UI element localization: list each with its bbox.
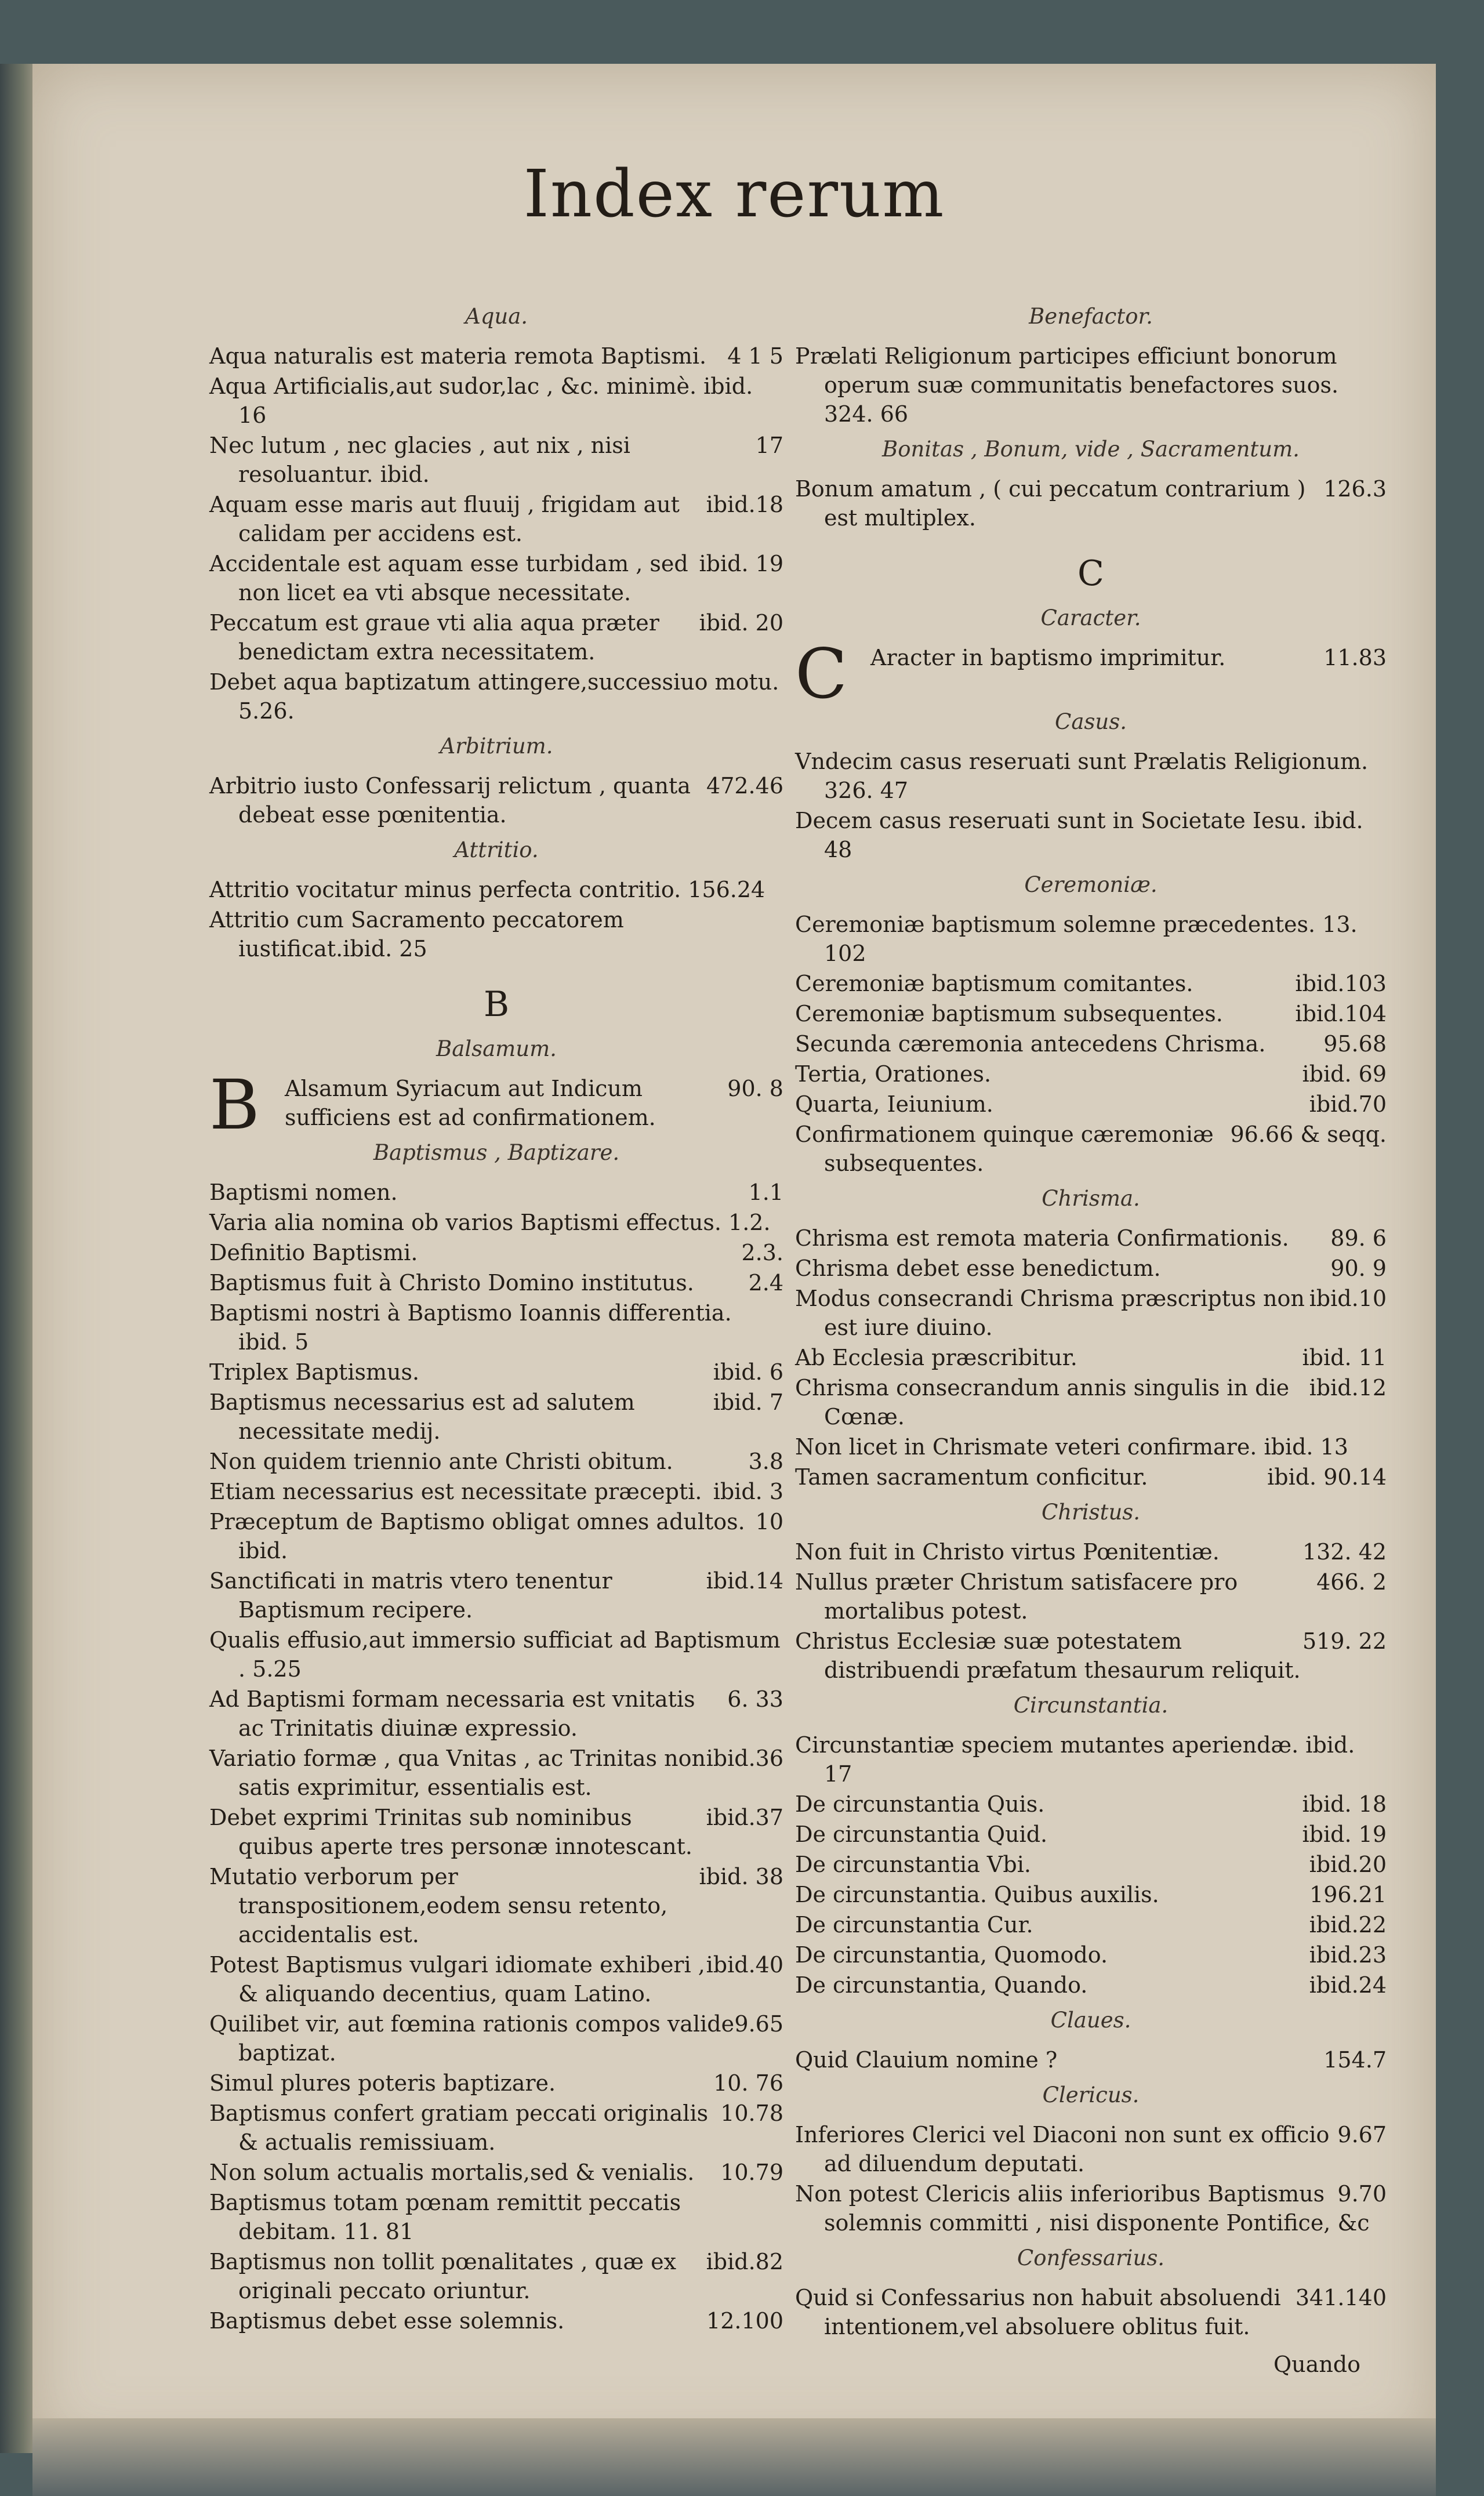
entry-text: Non solum actualis mortalis,sed & venialis. bbox=[209, 2160, 695, 2185]
page-reference: ibid. 19 bbox=[699, 551, 783, 576]
index-column-left bbox=[209, 296, 783, 2337]
page-reference: 11.83 bbox=[1323, 645, 1387, 670]
entry-text: Mutatio verborum per transpositionem,eodem sensu retento, accidentalis est. bbox=[209, 1864, 668, 1947]
entry-text: Arbitrio iusto Confessarij relictum , quanta debeat esse pœnitentia. bbox=[209, 773, 691, 828]
page-reference: ibid.22 bbox=[1309, 1912, 1387, 1938]
document-page bbox=[32, 64, 1436, 2453]
entry-text: Quilibet vir, aut fœmina rationis compos valide baptizat. bbox=[209, 2011, 735, 2066]
index-entry bbox=[795, 999, 1387, 1028]
entry-text: Quid si Confessarius non habuit absoluendi intentionem,vel absoluere oblitus fuit. bbox=[795, 2285, 1281, 2339]
entry-text: Ceremoniæ baptismum solemne præcedentes. 13. 102 bbox=[795, 912, 1358, 966]
entry-text: Chrisma consecrandum annis singulis in die Cœnæ. bbox=[795, 1375, 1290, 1430]
entry-text: Decem casus reseruati sunt in Societate Iesu. ibid. 48 bbox=[795, 808, 1363, 862]
entry-text: Attritio cum Sacramento peccatorem iustificat.ibid. 25 bbox=[209, 907, 624, 962]
index-heading: Arbitrium. bbox=[440, 734, 553, 759]
section-letter: B bbox=[483, 984, 510, 1025]
page-reference: ibid. 7 bbox=[713, 1390, 783, 1415]
index-entry bbox=[209, 2009, 783, 2067]
page-reference: 12.100 bbox=[706, 2308, 783, 2334]
entry-text: Quid Clauium nomine ? bbox=[795, 2047, 1058, 2073]
entry-text: Debet aqua baptizatum attingere,successiuo motu. 5.26. bbox=[209, 669, 779, 724]
page-reference: ibid.36 bbox=[706, 1746, 783, 1771]
entry-text: Aqua naturalis est materia remota Baptismi. bbox=[209, 343, 707, 369]
entry-text: Vndecim casus reseruati sunt Prælatis Religionum. 326. 47 bbox=[795, 749, 1369, 803]
index-entry bbox=[795, 910, 1387, 968]
entry-text: Ceremoniæ baptismum subsequentes. bbox=[795, 1001, 1223, 1026]
entry-text: Secunda cæremonia antecedens Chrisma. bbox=[795, 1031, 1266, 1057]
entry-text: Quarta, Ieiunium. bbox=[795, 1091, 993, 1117]
page-reference: ibid.37 bbox=[706, 1805, 783, 1830]
entry-text: Modus consecrandi Chrisma præscriptus non est iure diuino. bbox=[795, 1286, 1305, 1340]
page-reference: ibid. 69 bbox=[1302, 1061, 1387, 1087]
index-entry bbox=[209, 1358, 783, 1387]
page-reference: 196.21 bbox=[1309, 1882, 1387, 1907]
index-entry bbox=[795, 1224, 1387, 1253]
entry-text: Tamen sacramentum conficitur. bbox=[795, 1464, 1148, 1490]
page-reference: 4 1 5 bbox=[727, 343, 783, 369]
page-reference: 10.79 bbox=[720, 2160, 783, 2185]
page-reference: 3.8 bbox=[748, 1449, 783, 1474]
index-entry bbox=[209, 875, 783, 904]
index-entry bbox=[795, 1463, 1387, 1492]
entry-text: Debet exprimi Trinitas sub nominibus quibus aperte tres personæ innotescant. bbox=[209, 1805, 692, 1859]
book-edge-bottom bbox=[32, 2418, 1436, 2496]
entry-text: Etiam necessarius est necessitate præcepti. bbox=[209, 1479, 702, 1504]
index-entry bbox=[209, 1238, 783, 1267]
entry-text: Circunstantiæ speciem mutantes aperiendæ. ibid. 17 bbox=[795, 1732, 1355, 1787]
entry-text: Ceremoniæ baptismum comitantes. bbox=[795, 971, 1193, 996]
index-entry bbox=[795, 1343, 1387, 1372]
index-entry bbox=[795, 1910, 1387, 1939]
index-entry bbox=[795, 2045, 1387, 2074]
entry-text: Baptismus confert gratiam peccati originalis & actualis remissiuam. bbox=[209, 2100, 709, 2155]
page-reference: 10.78 bbox=[720, 2100, 783, 2126]
page-reference: ibid.104 bbox=[1295, 1001, 1387, 1026]
page-reference: ibid.10 bbox=[1309, 1286, 1387, 1311]
index-entry bbox=[209, 431, 783, 489]
index-entry bbox=[795, 1940, 1387, 1969]
entry-text: De circunstantia Vbi. bbox=[795, 1852, 1031, 1877]
index-entry bbox=[795, 1254, 1387, 1283]
index-entry bbox=[209, 549, 783, 607]
index-heading: Aqua. bbox=[465, 304, 528, 329]
page-reference: 17 bbox=[755, 433, 783, 458]
entry-text: Tertia, Orationes. bbox=[795, 1061, 992, 1087]
index-entry bbox=[209, 2158, 783, 2187]
index-entry bbox=[795, 1850, 1387, 1879]
page-reference: ibid.82 bbox=[706, 2249, 783, 2274]
page-reference: ibid. 11 bbox=[1302, 1345, 1387, 1370]
page-reference: ibid. 6 bbox=[713, 1359, 783, 1385]
index-entry bbox=[209, 490, 783, 548]
index-entry bbox=[795, 2179, 1387, 2237]
page-reference: 466. 2 bbox=[1316, 1569, 1387, 1595]
entry-text: Chrisma debet esse benedictum. bbox=[795, 1256, 1161, 1281]
page-reference: 132. 42 bbox=[1302, 1539, 1387, 1565]
page-reference: ibid.14 bbox=[706, 1568, 783, 1594]
index-entry bbox=[795, 2120, 1387, 2178]
index-entry bbox=[795, 1820, 1387, 1849]
page-reference: 126.3 bbox=[1323, 476, 1387, 502]
index-heading: Caracter. bbox=[1040, 605, 1141, 630]
page-reference: ibid. 3 bbox=[713, 1479, 783, 1504]
entry-text: Nec lutum , nec glacies , aut nix , nisi resoluantur. ibid. bbox=[209, 433, 630, 487]
page-reference: 9.70 bbox=[1337, 2181, 1387, 2207]
page-reference: ibid.12 bbox=[1309, 1375, 1387, 1401]
page-title: Index rerum bbox=[523, 157, 945, 232]
index-entry bbox=[795, 1060, 1387, 1089]
entry-text: Alsamum Syriacum aut Indicum sufficiens est ad confirmationem. bbox=[285, 1076, 656, 1130]
entry-text: Non licet in Chrismate veteri confirmare. ibid. 13 bbox=[795, 1434, 1348, 1460]
index-entry bbox=[209, 1626, 783, 1684]
entry-text: Attritio vocitatur minus perfecta contritio. 156.24 bbox=[209, 877, 765, 902]
entry-text: Baptismus fuit à Christo Domino institutus. bbox=[209, 1270, 694, 1296]
index-entry bbox=[209, 372, 783, 430]
entry-text: Sanctificati in matris vtero tenentur Baptismum recipere. bbox=[209, 1568, 612, 1623]
entry-text: De circunstantia Cur. bbox=[795, 1912, 1033, 1938]
index-entry bbox=[209, 1208, 783, 1237]
index-entry bbox=[795, 1790, 1387, 1819]
page-reference: ibid. 38 bbox=[699, 1864, 783, 1889]
index-entry bbox=[209, 771, 783, 829]
index-entry bbox=[795, 342, 1387, 429]
index-entry bbox=[209, 1388, 783, 1446]
index-entry bbox=[795, 1627, 1387, 1685]
page-reference: ibid.40 bbox=[706, 1952, 783, 1978]
page-reference: 96.66 & seqq. bbox=[1230, 1122, 1387, 1147]
index-heading: Clericus. bbox=[1042, 2083, 1140, 2107]
index-entry bbox=[795, 969, 1387, 998]
catchword: Quando bbox=[1273, 2352, 1360, 2377]
index-entry bbox=[795, 474, 1387, 532]
entry-text: Christus Ecclesiæ suæ potestatem distribuendi præfatum thesaurum reliquit. bbox=[795, 1628, 1301, 1683]
page-reference: 1.1 bbox=[748, 1180, 783, 1205]
index-entry bbox=[209, 2247, 783, 2305]
page-reference: 9.65 bbox=[734, 2011, 783, 2037]
page-reference: 10. 76 bbox=[713, 2070, 783, 2096]
entry-text: Baptismi nomen. bbox=[209, 1180, 398, 1205]
page-reference: ibid. 90.14 bbox=[1267, 1464, 1387, 1490]
index-entry bbox=[209, 1950, 783, 2008]
index-heading: Circunstantia. bbox=[1013, 1693, 1169, 1718]
index-entry bbox=[795, 1284, 1387, 1342]
index-entry bbox=[209, 1566, 783, 1624]
index-entry bbox=[209, 1744, 783, 1802]
page-reference: 2.4 bbox=[748, 1270, 783, 1296]
index-entry bbox=[795, 1730, 1387, 1788]
index-entry bbox=[209, 1507, 783, 1565]
entry-text: Definitio Baptismi. bbox=[209, 1240, 418, 1265]
index-entry bbox=[209, 1447, 783, 1476]
index-heading: Benefactor. bbox=[1029, 304, 1153, 329]
index-entry bbox=[209, 667, 783, 725]
page-reference: 90. 9 bbox=[1330, 1256, 1387, 1281]
index-heading: Ceremoniæ. bbox=[1024, 872, 1158, 897]
entry-text: Ad Baptismi formam necessaria est vnitatis ac Trinitatis diuinæ expressio. bbox=[209, 1686, 695, 1741]
entry-text: Confirmationem quinque cæremoniæ subsequentes. bbox=[795, 1122, 1214, 1176]
index-entry bbox=[209, 1803, 783, 1861]
index-heading: Bonitas , Bonum, vide , Sacramentum. bbox=[882, 437, 1300, 462]
index-entry bbox=[209, 2306, 783, 2335]
entry-text: Aracter in baptismo imprimitur. bbox=[870, 645, 1226, 670]
entry-text: Qualis effusio,aut immersio sufficiat ad Baptismum . 5.25 bbox=[209, 1627, 781, 1682]
entry-text: De circunstantia Quis. bbox=[795, 1791, 1045, 1817]
index-entry bbox=[795, 747, 1387, 805]
entry-text: Non quidem triennio ante Christi obitum. bbox=[209, 1449, 673, 1474]
index-heading: Confessarius. bbox=[1017, 2245, 1165, 2270]
page-reference: ibid.24 bbox=[1309, 1972, 1387, 1998]
index-entry bbox=[795, 1120, 1387, 1178]
index-entry bbox=[795, 2283, 1387, 2341]
index-heading: Christus. bbox=[1041, 1500, 1141, 1525]
index-entry bbox=[209, 2099, 783, 2157]
entry-text: Varia alia nomina ob varios Baptismi effectus. 1.2. bbox=[209, 1210, 771, 1235]
entry-text: Ab Ecclesia præscribitur. bbox=[795, 1345, 1077, 1370]
entry-text: Bonum amatum , ( cui peccatum contrarium ) est multiplex. bbox=[795, 476, 1306, 531]
entry-text: Aquam esse maris aut fluuij , frigidam aut calidam per accidens est. bbox=[209, 492, 680, 546]
page-reference: 341.140 bbox=[1295, 2285, 1387, 2310]
page-reference: 472.46 bbox=[706, 773, 783, 799]
page-reference: 6. 33 bbox=[727, 1686, 783, 1712]
page-reference: 9.67 bbox=[1337, 2122, 1387, 2147]
entry-text: Simul plures poteris baptizare. bbox=[209, 2070, 556, 2096]
entry-text: Non potest Clericis aliis inferioribus Baptismus solemnis committi , nisi disponente Pontifice, &c bbox=[795, 2181, 1370, 2236]
entry-text: Variatio formæ , qua Vnitas , ac Trinitas non satis exprimitur, essentialis est. bbox=[209, 1746, 706, 1800]
entry-text: Non fuit in Christo virtus Pœnitentiæ. bbox=[795, 1539, 1220, 1565]
entry-text: Triplex Baptismus. bbox=[209, 1359, 420, 1385]
index-heading: Chrisma. bbox=[1042, 1186, 1140, 1211]
drop-cap: B bbox=[209, 1065, 260, 1145]
entry-text: De circunstantia, Quando. bbox=[795, 1972, 1088, 1998]
index-entry bbox=[209, 1298, 783, 1356]
page-reference: ibid. 20 bbox=[699, 610, 783, 636]
entry-text: Prælati Religionum participes efficiunt bonorum operum suæ communitatis benefactores suos. 324. 66 bbox=[795, 343, 1339, 427]
page-reference: 95.68 bbox=[1323, 1031, 1387, 1057]
index-entry bbox=[209, 2188, 783, 2246]
index-entry bbox=[209, 608, 783, 666]
entry-text: Aqua Artificialis,aut sudor,lac , &c. minimè. ibid. 16 bbox=[209, 373, 753, 428]
index-entry bbox=[209, 905, 783, 963]
page-reference: ibid. 18 bbox=[1302, 1791, 1387, 1817]
index-entry bbox=[795, 1373, 1387, 1431]
index-heading: Balsamum. bbox=[436, 1036, 557, 1061]
page-reference: 519. 22 bbox=[1302, 1628, 1387, 1654]
index-entry bbox=[795, 1568, 1387, 1626]
entry-text: Potest Baptismus vulgari idiomate exhiberi , & aliquando decentius, quam Latino. bbox=[209, 1952, 705, 2007]
index-entry bbox=[209, 1065, 783, 1145]
entry-text: De circunstantia Quid. bbox=[795, 1822, 1048, 1847]
page-reference: ibid.23 bbox=[1309, 1942, 1387, 1968]
entry-text: De circunstantia. Quibus auxilis. bbox=[795, 1882, 1159, 1907]
index-entry bbox=[209, 342, 783, 371]
index-entry bbox=[795, 1971, 1387, 2000]
index-column-right bbox=[795, 296, 1387, 2342]
index-entry bbox=[209, 1477, 783, 1506]
page-reference: ibid.70 bbox=[1309, 1091, 1387, 1117]
page-reference: 90. 8 bbox=[727, 1076, 783, 1101]
index-heading: Claues. bbox=[1050, 2008, 1131, 2033]
index-entry bbox=[795, 1029, 1387, 1058]
entry-text: Præceptum de Baptismo obligat omnes adultos. ibid. bbox=[209, 1509, 745, 1563]
index-entry bbox=[795, 1090, 1387, 1119]
index-entry bbox=[209, 1862, 783, 1949]
entry-text: Baptismus non tollit pœnalitates , quæ ex originali peccato oriuntur. bbox=[209, 2249, 677, 2303]
page-reference: ibid. 19 bbox=[1302, 1822, 1387, 1847]
entry-text: Baptismi nostri à Baptismo Ioannis differentia. ibid. 5 bbox=[209, 1300, 732, 1355]
page-reference: 10 bbox=[755, 1509, 783, 1534]
drop-cap: C bbox=[795, 634, 848, 714]
entry-text: De circunstantia, Quomodo. bbox=[795, 1942, 1108, 1968]
entry-text: Accidentale est aquam esse turbidam , sed non licet ea vti absque necessitate. bbox=[209, 551, 688, 605]
page-reference: 154.7 bbox=[1323, 2047, 1387, 2073]
entry-text: Chrisma est remota materia Confirmationis. bbox=[795, 1225, 1289, 1251]
entry-text: Inferiores Clerici vel Diaconi non sunt ex officio ad diluendum deputati. bbox=[795, 2122, 1330, 2176]
index-heading: Attritio. bbox=[454, 837, 539, 862]
index-entry bbox=[209, 1268, 783, 1297]
section-letter: C bbox=[1077, 553, 1104, 594]
entry-text: Peccatum est graue vti alia aqua præter benedictam extra necessitatem. bbox=[209, 610, 659, 665]
entry-text: Baptismus totam pœnam remittit peccatis debitam. 11. 81 bbox=[209, 2190, 681, 2244]
page-reference: ibid.18 bbox=[706, 492, 783, 517]
entry-text: Baptismus debet esse solemnis. bbox=[209, 2308, 565, 2334]
page-reference: ibid.103 bbox=[1295, 971, 1387, 996]
index-entry bbox=[209, 1178, 783, 1207]
index-heading: Casus. bbox=[1055, 709, 1127, 734]
entry-text: Baptismus necessarius est ad salutem necessitate medij. bbox=[209, 1390, 635, 1444]
index-entry bbox=[795, 1432, 1387, 1461]
index-entry bbox=[795, 806, 1387, 864]
page-reference: ibid.20 bbox=[1309, 1852, 1387, 1877]
index-entry bbox=[795, 1880, 1387, 1909]
index-entry bbox=[795, 634, 1387, 714]
page-reference: 2.3. bbox=[741, 1240, 783, 1265]
index-entry bbox=[209, 1685, 783, 1743]
index-heading: Baptismus , Baptizare. bbox=[373, 1140, 620, 1165]
index-entry bbox=[795, 1537, 1387, 1566]
index-entry bbox=[209, 2069, 783, 2098]
entry-text: Nullus præter Christum satisfacere pro mortalibus potest. bbox=[795, 1569, 1238, 1624]
page-reference: 89. 6 bbox=[1330, 1225, 1387, 1251]
